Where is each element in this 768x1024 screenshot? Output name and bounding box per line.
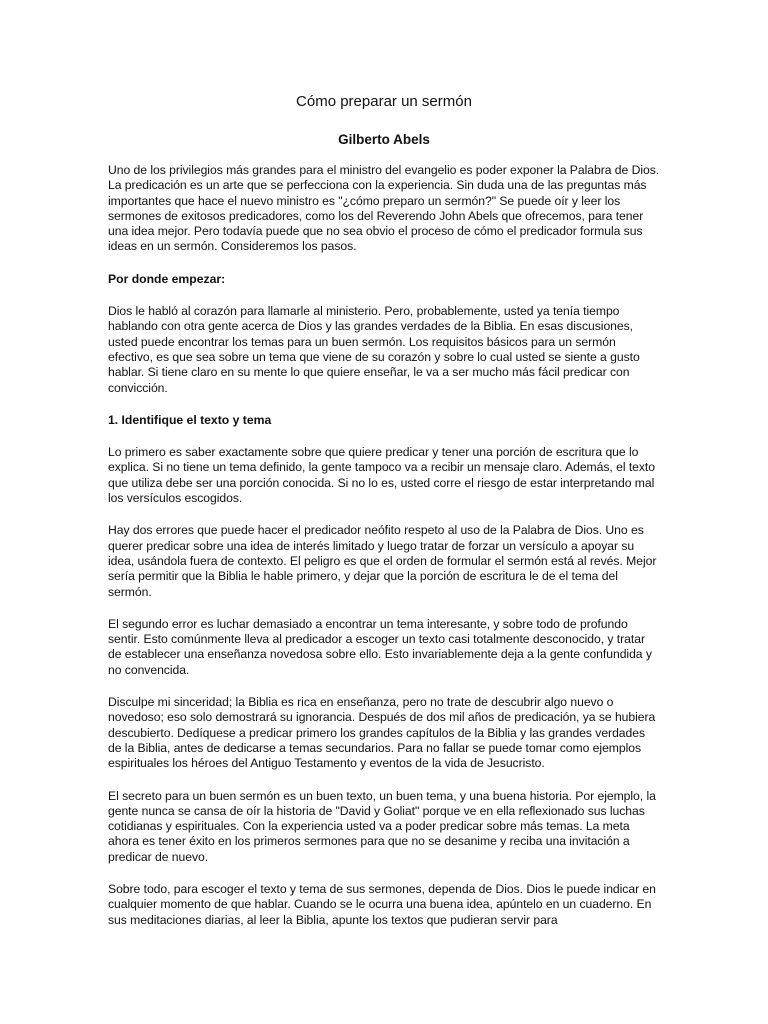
body-paragraph: Hay dos errores que puede hacer el predicador neófito respeto al uso de la Palabra de Dios. Uno es querer predicar sobre una idea de interés limitado y luego tratar de forzar un versículo a apoyar su idea, usándola fuera de contexto. El peligro es que el orden de formular el sermón está al revés. Mejor sería permitir que la Biblia le hable primero, y dejar que la porción de escritura le de el tema del sermón.: [108, 523, 657, 599]
section-heading: Por donde empezar:: [108, 271, 226, 286]
document-body: [108, 163, 660, 945]
body-paragraph: Lo primero es saber exactamente sobre que quiere predicar y tener una porción de escritura que lo explica. Si no tiene un tema definido, la gente tampoco va a recibir un mensaje claro. Además, el texto que utiliza debe ser una porción conocida. Si no lo es, usted corre el riesgo de estar interpretando mal los versículos escogidos.: [108, 445, 655, 506]
document-title: Cómo preparar un sermón: [296, 93, 472, 110]
section-heading: 1. Identifique el texto y tema: [108, 412, 272, 427]
body-paragraph: Disculpe mi sinceridad; la Biblia es rica en enseñanza, pero no trate de descubrir algo nuevo o novedoso; eso solo demostrará su ignorancia. Después de dos mil años de predicación, ya se hubiera descubierto. Dedíquese a predicar primero los grandes capítulos de la Biblia y las grandes verdades de la Biblia, antes de dedicarse a temas secundarios. Para no fallar se puede tomar como ejemplos espirituales los héroes del Antiguo Testamento y eventos de la vida de Jesucristo.: [108, 695, 656, 771]
body-paragraph: El secreto para un buen sermón es un buen texto, un buen tema, y una buena historia. Por ejemplo, la gente nunca se cansa de oír la historia de "David y Goliat" porque ve en ella reflexionado sus luchas cotidianas y espirituales. Con la experiencia usted va a poder predicar sobre más temas. La meta ahora es tener éxito en los primeros sermones para que no se desanime y reciba una invitación a predicar de nuevo.: [108, 788, 656, 864]
document-author: Gilberto Abels: [338, 132, 430, 147]
body-paragraph: Uno de los privilegios más grandes para el ministro del evangelio es poder exponer la Palabra de Dios. La predicación es un arte que se perfecciona con la experiencia. Sin duda una de las preguntas más importantes que hace el nuevo ministro es "¿cómo preparo un sermón?" Se puede oír y leer los sermones de exitosos predicadores, como los del Reverendo John Abels que ofrecemos, para tener una idea mejor. Pero todavía puede que no sea obvio el proceso de cómo el predicador formula sus ideas en un sermón. Consideremos los pasos.: [108, 163, 660, 254]
body-paragraph: El segundo error es luchar demasiado a encontrar un tema interesante, y sobre todo de profundo sentir. Esto comúnmente lleva al predicador a escoger un texto casi totalmente desconocido, y tratar de establecer una enseñanza novedosa sobre ello. Esto invariablemente deja a la gente confundida y no convencida.: [108, 616, 652, 677]
body-paragraph: Sobre todo, para escoger el texto y tema de sus sermones, dependa de Dios. Dios le puede indicar en cualquier momento de que hablar. Cuando se le ocurra una buena idea, apúntelo en un cuaderno. En sus meditaciones diarias, al leer la Biblia, apunte los textos que pudieran servir para: [108, 881, 656, 927]
body-paragraph: Dios le habló al corazón para llamarle al ministerio. Pero, probablemente, usted ya tenía tiempo hablando con otra gente acerca de Dios y las grandes verdades de la Biblia. En esas discusiones, usted puede encontrar los temas para un buen sermón. Los requisitos básicos para un sermón efectivo, es que sea sobre un tema que viene de su corazón y sobre lo cual usted se siente a gusto hablar. Si tiene claro en su mente lo que quiere enseñar, le va a ser mucho más fácil predicar con convicción.: [108, 304, 640, 395]
